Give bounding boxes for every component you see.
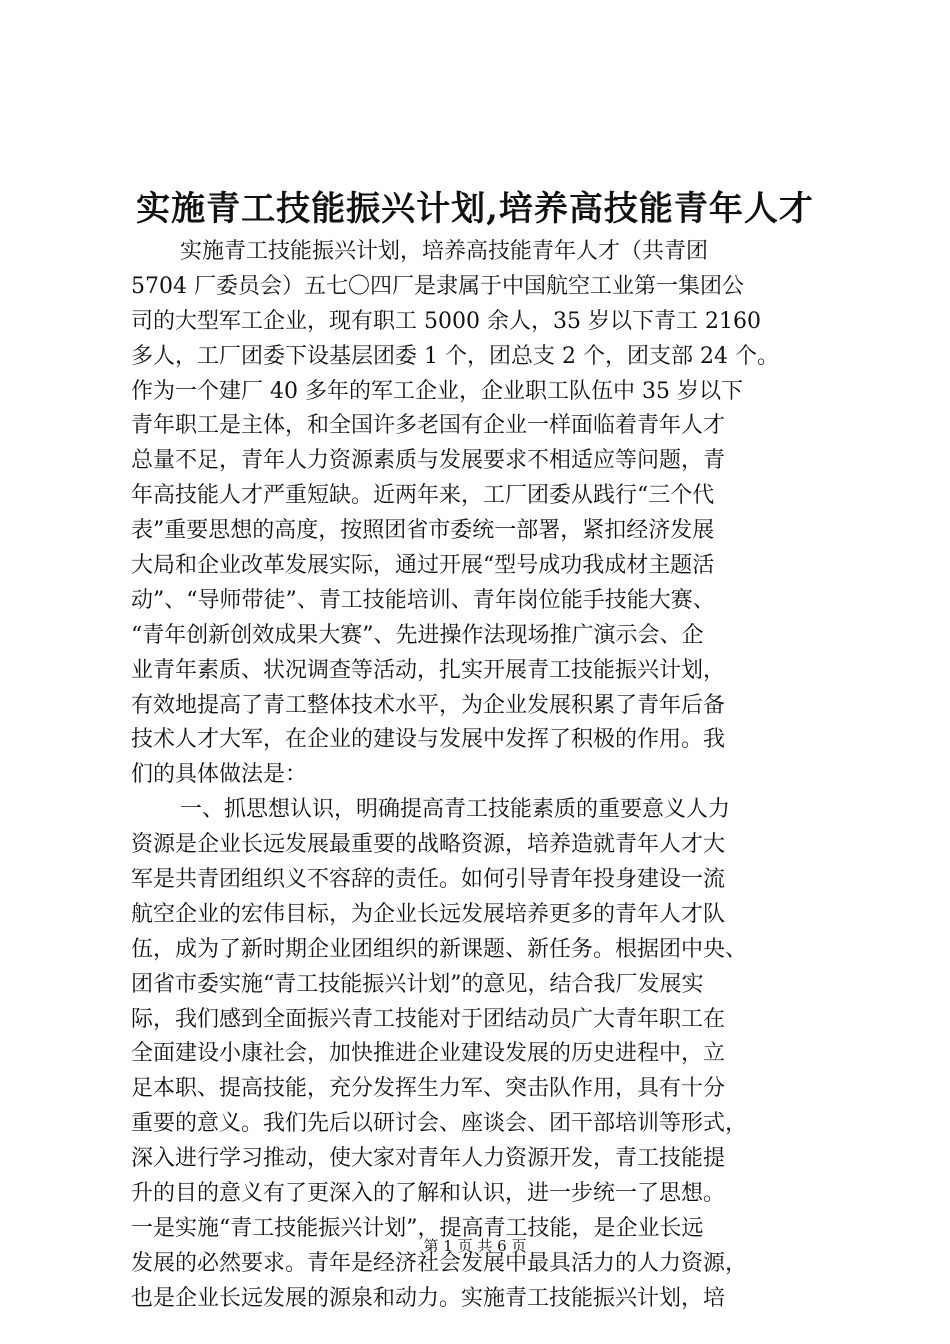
body-line: 5704 厂委员会）五七〇四厂是隶属于中国航空工业第一集团公 <box>131 273 744 299</box>
document-body <box>131 235 831 1317</box>
body-line: 深入进行学习推动，使大家对青年人力资源开发，青工技能提 <box>131 1146 726 1172</box>
body-line: 升的目的意义有了更深入的了解和认识，进一步统一了思想。 <box>131 1181 726 1207</box>
body-line: 多人，工厂团委下设基层团委 1 个，团总支 2 个，团支部 24 个。 <box>131 343 779 369</box>
body-line: 大局和企业改革发展实际，通过开展“型号成功我成材主题活 <box>131 553 715 579</box>
body-line: 发展的必然要求。青年是经济社会发展中最具活力的人力资源， <box>131 1250 748 1276</box>
body-line: 青年职工是主体，和全国许多老国有企业一样面临着青年人才 <box>131 413 726 439</box>
document-title: 实施青工技能振兴计划,培养高技能青年人才 <box>136 189 814 229</box>
page-number: 第 1 页 共 6 页 <box>423 1237 527 1255</box>
body-line: 航空企业的宏伟目标，为企业长远发展培养更多的青年人才队 <box>131 901 726 927</box>
body-line: 一、抓思想认识，明确提高青工技能素质的重要意义人力 <box>180 797 731 823</box>
body-line: 技术人才大军，在企业的建设与发展中发挥了积极的作用。我 <box>131 727 726 753</box>
body-line: 足本职、提高技能，充分发挥生力军、突击队作用，具有十分 <box>131 1076 726 1102</box>
body-line: 业青年素质、状况调查等活动，扎实开展青工技能振兴计划， <box>131 657 726 683</box>
body-line: 资源是企业长远发展最重要的战略资源，培养造就青年人才大 <box>131 832 726 858</box>
body-line: 实施青工技能振兴计划，培养高技能青年人才（共青团 <box>180 239 709 264</box>
body-line: 动”、“导师带徒”、青工技能培训、青年岗位能手技能大赛、 <box>131 587 715 613</box>
body-line: 有效地提高了青工整体技术水平，为企业发展积累了青年后备 <box>131 692 726 718</box>
body-line: 表”重要思想的高度，按照团省市委统一部署，紧扣经济发展 <box>131 518 715 544</box>
body-line: 年高技能人才严重短缺。近两年来，工厂团委从践行“三个代 <box>131 483 715 509</box>
body-line: 军是共青团组织义不容辞的责任。如何引导青年投身建设一流 <box>131 867 726 893</box>
body-line: 也是企业长远发展的源泉和动力。实施青工技能振兴计划，培 <box>131 1285 726 1311</box>
body-line: 作为一个建厂 40 多年的军工企业，企业职工队伍中 35 岁以下 <box>131 378 743 404</box>
body-line: 伍，成为了新时期企业团组织的新课题、新任务。根据团中央、 <box>131 936 748 962</box>
body-line: 重要的意义。我们先后以研讨会、座谈会、团干部培训等形式， <box>131 1111 748 1137</box>
body-line: 际，我们感到全面振兴青工技能对于团结动员广大青年职工在 <box>131 1006 726 1032</box>
body-line: 团省市委实施“青工技能振兴计划”的意见，结合我厂发展实 <box>131 971 704 997</box>
body-line: 司的大型军工企业，现有职工 5000 余人，35 岁以下青工 2160 <box>131 308 761 334</box>
body-line: 一是实施“青工技能振兴计划”，提高青工技能，是企业长远 <box>131 1215 704 1241</box>
body-line: 总量不足，青年人力资源素质与发展要求不相适应等问题，青 <box>131 448 726 474</box>
body-line: 们的具体做法是： <box>131 762 308 788</box>
body-line: “青年创新创效成果大赛”、先进操作法现场推广演示会、企 <box>131 622 704 648</box>
body-line: 全面建设小康社会，加快推进企业建设发展的历史进程中，立 <box>131 1041 726 1067</box>
